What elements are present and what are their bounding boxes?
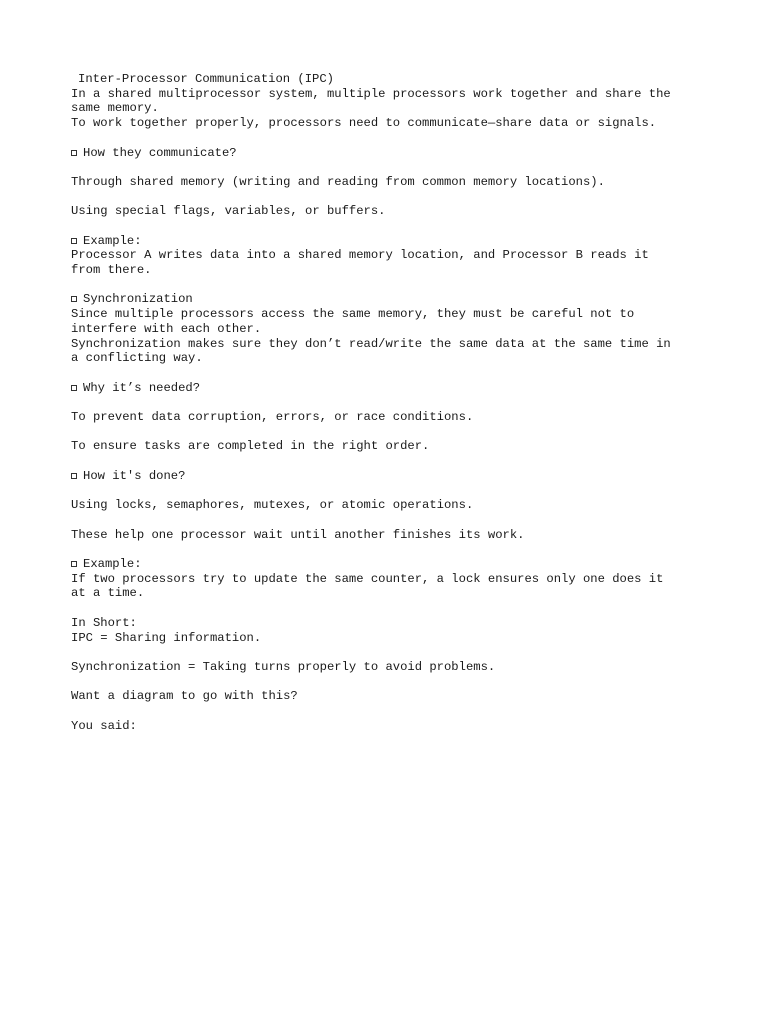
in-short-heading: In Short:	[71, 615, 137, 630]
paragraph-line: Since multiple processors access the same memory, they must be careful not to	[71, 307, 635, 322]
spacer	[71, 601, 701, 616]
heading-text: Why it’s needed?	[83, 380, 201, 395]
paragraph-line: To prevent data corruption, errors, or race conditions.	[71, 410, 474, 425]
paragraph-line: If two processors try to update the same counter, a lock ensures only one does it	[71, 571, 664, 586]
spacer	[71, 395, 701, 410]
spacer	[71, 366, 701, 381]
paragraph-line: Using special flags, variables, or buffers.	[71, 204, 386, 219]
you-said-label: You said:	[71, 718, 137, 733]
in-short-sync: Synchronization = Taking turns properly to avoid problems.	[71, 659, 496, 674]
heading-text: How it's done?	[83, 468, 186, 483]
paragraph-line: Through shared memory (writing and reading from common memory locations).	[71, 174, 605, 189]
intro-line: To work together properly, processors need to communicate—share data or signals.	[71, 116, 657, 131]
spacer	[71, 160, 701, 175]
paragraph-line: interfere with each other.	[71, 321, 262, 336]
section-heading-why-needed	[71, 381, 701, 396]
paragraph-line: To ensure tasks are completed in the right order.	[71, 439, 430, 454]
paragraph-line: from there.	[71, 263, 152, 278]
square-bullet-icon	[71, 473, 77, 479]
section-heading-example-2	[71, 557, 701, 572]
section-heading-how-communicate	[71, 146, 701, 161]
spacer	[71, 704, 701, 719]
intro-line: same memory.	[71, 101, 159, 116]
spacer	[71, 484, 701, 499]
heading-text: Example:	[83, 233, 142, 248]
heading-text: Synchronization	[83, 292, 193, 307]
document-body	[71, 72, 701, 733]
square-bullet-icon	[71, 561, 77, 567]
spacer	[71, 219, 701, 234]
spacer	[71, 278, 701, 293]
paragraph-line: These help one processor wait until another finishes its work.	[71, 527, 525, 542]
square-bullet-icon	[71, 150, 77, 156]
document-title: Inter-Processor Communication (IPC)	[78, 72, 334, 86]
square-bullet-icon	[71, 296, 77, 302]
spacer	[71, 425, 701, 440]
paragraph-line: at a time.	[71, 586, 145, 601]
square-bullet-icon	[71, 238, 77, 244]
paragraph-line: Processor A writes data into a shared memory location, and Processor B reads it	[71, 248, 649, 263]
intro-line: In a shared multiprocessor system, multiple processors work together and share the	[71, 86, 671, 101]
square-bullet-icon	[71, 385, 77, 391]
spacer	[71, 190, 701, 205]
section-heading-how-done	[71, 469, 701, 484]
paragraph-line: Synchronization makes sure they don’t read/write the same data at the same time in	[71, 336, 671, 351]
diagram-question: Want a diagram to go with this?	[71, 689, 298, 704]
spacer	[71, 131, 701, 146]
spacer	[71, 513, 701, 528]
spacer	[71, 675, 701, 690]
in-short-ipc: IPC = Sharing information.	[71, 630, 262, 645]
spacer	[71, 645, 701, 660]
heading-text: How they communicate?	[83, 145, 237, 160]
heading-text: Example:	[83, 557, 142, 572]
paragraph-line: a conflicting way.	[71, 351, 203, 366]
section-heading-synchronization	[71, 292, 701, 307]
section-heading-example-1	[71, 234, 701, 249]
spacer	[71, 542, 701, 557]
spacer	[71, 454, 701, 469]
paragraph-line: Using locks, semaphores, mutexes, or atomic operations.	[71, 498, 474, 513]
